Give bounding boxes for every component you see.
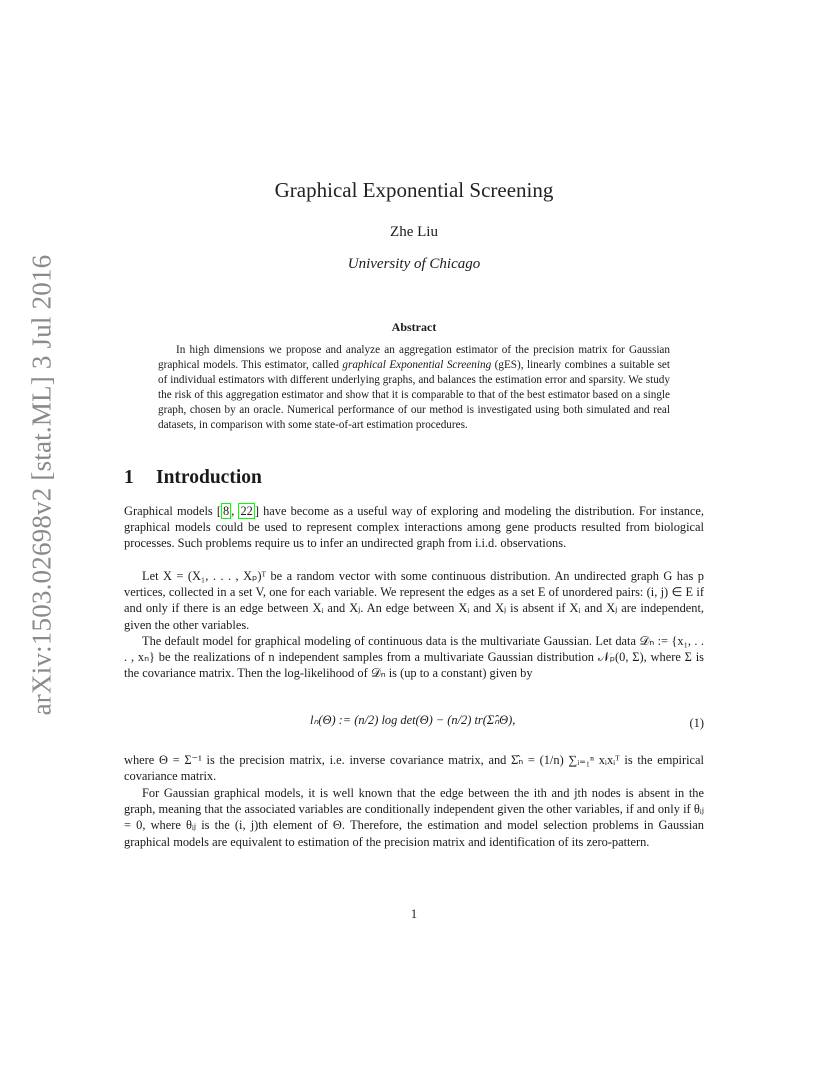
abstract-text-part-2: (gES), linearly combines a suitable set of individual estimators with different underlying graphs, and balances the estimation error and sparsity. We study the risk of this aggregation estimator and show that it is comparable to that of the best estimator based on a single graph, chosen by an oracle. Numerical performance of our method is investigated using both simulated and real datasets, in comparison with some state-of-art estimation procedures. xyxy=(158,359,671,431)
section-title: Introduction xyxy=(156,467,262,488)
abstract-text xyxy=(158,343,670,433)
page-number: 1 xyxy=(410,907,418,921)
citation-link-8[interactable]: 8 xyxy=(223,504,230,518)
abstract-text-part-1: In high dimensions we propose and analyze an aggregation estimator of the precision matrix for Gaussian graphical models. This estimator, called xyxy=(158,344,670,371)
author-affiliation: University of Chicago xyxy=(347,256,481,272)
section-number: 1 xyxy=(124,467,134,488)
paragraph-1-part-b: have become as a useful way of exploring and modeling the distribution. For instance, graphical models could be used to represent complex interactions among gene products resulted from biological processes. Such problems require us to infer an undirected graph from i.i.d. observations. xyxy=(124,504,704,551)
author-name: Zhe Liu xyxy=(390,224,438,240)
arxiv-identifier: arXiv:1503.02698v2 [stat.ML] 3 Jul 2016 xyxy=(26,254,57,716)
equation-number: (1) xyxy=(689,716,704,730)
paragraph-3: The default model for graphical modeling of continuous data is the multivariate Gaussian. Let data 𝒟ₙ := {x₁, . . . , xₙ} be the realizations of n independent samples from a multivariate Gaussian distribution 𝒩ₚ(0, Σ), where Σ is the covariance matrix. Then the log-likelihood of 𝒟ₙ is (up to a constant) given by xyxy=(124,634,704,681)
abstract-emphasis: graphical Exponential Screening xyxy=(342,359,492,371)
paper-title: Graphical Exponential Screening xyxy=(274,178,554,202)
citation-separator: , xyxy=(231,504,239,518)
paragraph-4: where Θ = Σ⁻¹ is the precision matrix, i.e. inverse covariance matrix, and Σ̂ₙ = (1/n) ∑ᵢ₌₁ⁿ xᵢxᵢᵀ is the empirical covariance matrix. xyxy=(124,753,704,784)
paragraph-1-part-a: Graphical models xyxy=(124,504,217,518)
equation-1 xyxy=(124,712,704,738)
paragraph-5: For Gaussian graphical models, it is well known that the edge between the ith and jth nodes is absent in the graph, meaning that the associated variables are conditionally independent given the other variables, if and only if θᵢⱼ = 0, where θᵢⱼ is the (i, j)th element of Θ. Therefore, the estimation and model selection problems in Gaussian graphical models are equivalent to estimation of the precision matrix and identification of its zero-pattern. xyxy=(124,786,704,849)
paragraph-1: Graphical models [ 8 , 22 ] have become as a useful way of exploring and modeling the distribution. For instance, graphical models could be used to represent complex interactions among gene products resulted from biological processes. Such problems require us to infer an undirected graph from i.i.d. observations. xyxy=(124,504,704,551)
abstract-heading: Abstract xyxy=(391,320,437,334)
citation-link-22[interactable]: 22 xyxy=(240,504,253,518)
paragraph-2: Let X = (X₁, . . . , Xₚ)ᵀ be a random vector with some continuous distribution. An undirected graph G has p vertices, collected in a set V, one for each variable. We represent the edges as a set E of unordered pairs: (i, j) ∈ E if and only if there is an edge between Xᵢ and Xⱼ. An edge between Xᵢ and Xⱼ is absent if Xᵢ and Xⱼ are independent, given the other variables. xyxy=(124,569,704,632)
equation-expression: lₙ(Θ) := (n/2) log det(Θ) − (n/2) tr(Σ̂ₙΘ), xyxy=(310,713,516,727)
section-heading xyxy=(124,467,262,489)
